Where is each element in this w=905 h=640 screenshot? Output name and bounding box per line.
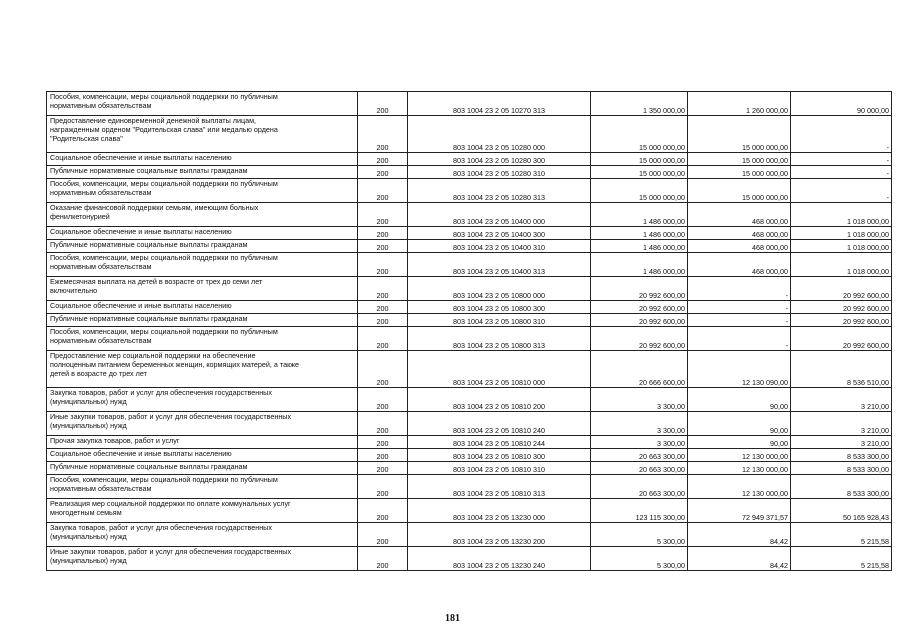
table-row [47,412,892,436]
row-remaining: 5 215,58 [791,523,892,547]
row-approved: 15 000 000,00 [591,153,688,166]
row-code: 200 [358,240,408,253]
row-name: Реализация мер социальной поддержки по оплате коммунальных услуг многодетным семьям [47,499,358,523]
table-row [47,240,892,253]
row-remaining: 3 210,00 [791,436,892,449]
row-kbk: 803 1004 23 2 05 10810 200 [408,388,591,412]
row-remaining: 3 210,00 [791,412,892,436]
row-approved: 15 000 000,00 [591,179,688,203]
row-remaining: 1 018 000,00 [791,203,892,227]
row-approved: 15 000 000,00 [591,116,688,153]
row-executed: - [688,314,791,327]
row-code: 200 [358,166,408,179]
table-row [47,314,892,327]
table-row [47,116,892,153]
row-executed: 12 130 000,00 [688,449,791,462]
row-kbk: 803 1004 23 2 05 10810 000 [408,351,591,388]
row-remaining: 1 018 000,00 [791,253,892,277]
row-approved: 3 300,00 [591,412,688,436]
row-name: Закупка товаров, работ и услуг для обеспечения государственных (муниципальных) нужд [47,388,358,412]
row-approved: 5 300,00 [591,547,688,571]
row-remaining: - [791,153,892,166]
row-code: 200 [358,351,408,388]
row-executed: 468 000,00 [688,240,791,253]
row-kbk: 803 1004 23 2 05 13230 200 [408,523,591,547]
row-code: 200 [358,301,408,314]
budget-execution-table [46,91,892,571]
table-row [47,153,892,166]
table-row [47,523,892,547]
table-row [47,92,892,116]
row-kbk: 803 1004 23 2 05 10280 310 [408,166,591,179]
row-code: 200 [358,203,408,227]
table-row [47,351,892,388]
row-executed: 468 000,00 [688,203,791,227]
row-code: 200 [358,153,408,166]
row-name: Пособия, компенсации, меры социальной поддержки по публичным нормативным обязательствам [47,179,358,203]
row-name: Оказание финансовой поддержки семьям, имеющим больных фенилкетонурией [47,203,358,227]
table-row [47,475,892,499]
table-row [47,327,892,351]
row-kbk: 803 1004 23 2 05 10810 240 [408,412,591,436]
row-code: 200 [358,523,408,547]
row-executed: 12 130 000,00 [688,462,791,475]
row-remaining: 20 992 600,00 [791,327,892,351]
row-approved: 3 300,00 [591,388,688,412]
table-row [47,436,892,449]
row-remaining: - [791,116,892,153]
row-name: Предоставление мер социальной поддержки на обеспечение полноценным питанием беременных женщин, кормящих матерей, а также детей в возрасте до трех лет [47,351,358,388]
row-remaining: 20 992 600,00 [791,301,892,314]
row-name: Публичные нормативные социальные выплаты гражданам [47,166,358,179]
row-executed: 90,00 [688,388,791,412]
table-row [47,179,892,203]
row-code: 200 [358,475,408,499]
row-remaining: 50 165 928,43 [791,499,892,523]
row-remaining: 8 533 300,00 [791,475,892,499]
row-kbk: 803 1004 23 2 05 10810 244 [408,436,591,449]
row-executed: 84,42 [688,523,791,547]
row-name: Публичные нормативные социальные выплаты гражданам [47,462,358,475]
row-name: Ежемесячная выплата на детей в возрасте от трех до семи лет включительно [47,277,358,301]
row-kbk: 803 1004 23 2 05 10810 300 [408,449,591,462]
row-name: Пособия, компенсации, меры социальной поддержки по публичным нормативным обязательствам [47,475,358,499]
row-remaining: 1 018 000,00 [791,227,892,240]
row-executed: 12 130 000,00 [688,475,791,499]
row-name: Публичные нормативные социальные выплаты гражданам [47,314,358,327]
row-name: Публичные нормативные социальные выплаты гражданам [47,240,358,253]
row-code: 200 [358,547,408,571]
row-kbk: 803 1004 23 2 05 10400 300 [408,227,591,240]
row-kbk: 803 1004 23 2 05 10400 313 [408,253,591,277]
row-executed: 1 260 000,00 [688,92,791,116]
row-executed: 84,42 [688,547,791,571]
row-approved: 20 663 300,00 [591,462,688,475]
row-approved: 3 300,00 [591,436,688,449]
row-kbk: 803 1004 23 2 05 10810 310 [408,462,591,475]
row-code: 200 [358,449,408,462]
row-code: 200 [358,253,408,277]
row-name: Социальное обеспечение и иные выплаты населению [47,449,358,462]
row-kbk: 803 1004 23 2 05 10800 300 [408,301,591,314]
row-approved: 123 115 300,00 [591,499,688,523]
row-remaining: 8 533 300,00 [791,462,892,475]
row-executed: 90,00 [688,436,791,449]
row-approved: 20 666 600,00 [591,351,688,388]
table-row [47,166,892,179]
row-name: Иные закупки товаров, работ и услуг для обеспечения государственных (муниципальных) нужд [47,547,358,571]
row-code: 200 [358,92,408,116]
row-executed: 15 000 000,00 [688,166,791,179]
row-remaining: 90 000,00 [791,92,892,116]
row-code: 200 [358,499,408,523]
row-name: Закупка товаров, работ и услуг для обеспечения государственных (муниципальных) нужд [47,523,358,547]
row-code: 200 [358,227,408,240]
table-row [47,227,892,240]
row-approved: 1 486 000,00 [591,240,688,253]
row-code: 200 [358,327,408,351]
table-row [47,277,892,301]
row-executed: 12 130 090,00 [688,351,791,388]
row-executed: 72 949 371,57 [688,499,791,523]
row-code: 200 [358,412,408,436]
row-kbk: 803 1004 23 2 05 10800 310 [408,314,591,327]
row-executed: 468 000,00 [688,227,791,240]
table-row [47,462,892,475]
row-executed: 90,00 [688,412,791,436]
row-kbk: 803 1004 23 2 05 10280 300 [408,153,591,166]
row-approved: 20 992 600,00 [591,314,688,327]
row-kbk: 803 1004 23 2 05 10280 000 [408,116,591,153]
row-name: Социальное обеспечение и иные выплаты населению [47,227,358,240]
table-row [47,203,892,227]
table-row [47,388,892,412]
page-number: 181 [445,613,460,624]
row-name: Социальное обеспечение и иные выплаты населению [47,301,358,314]
row-code: 200 [358,277,408,301]
row-approved: 1 486 000,00 [591,253,688,277]
table-row [47,253,892,277]
row-approved: 1 486 000,00 [591,203,688,227]
row-remaining: - [791,179,892,203]
row-code: 200 [358,388,408,412]
row-executed: - [688,277,791,301]
row-approved: 15 000 000,00 [591,166,688,179]
row-name: Прочая закупка товаров, работ и услуг [47,436,358,449]
row-name: Предоставление единовременной денежной выплаты лицам, награжденным орденом "Родительская слава" или медалью ордена "Родительская слава" [47,116,358,153]
row-approved: 5 300,00 [591,523,688,547]
row-kbk: 803 1004 23 2 05 10400 000 [408,203,591,227]
row-executed: - [688,327,791,351]
row-approved: 1 486 000,00 [591,227,688,240]
row-kbk: 803 1004 23 2 05 13230 000 [408,499,591,523]
row-remaining: 8 533 300,00 [791,449,892,462]
row-remaining: - [791,166,892,179]
table-body [47,92,892,571]
row-kbk: 803 1004 23 2 05 10800 313 [408,327,591,351]
row-approved: 20 992 600,00 [591,277,688,301]
row-approved: 1 350 000,00 [591,92,688,116]
row-kbk: 803 1004 23 2 05 10270 313 [408,92,591,116]
row-executed: 15 000 000,00 [688,116,791,153]
row-code: 200 [358,179,408,203]
row-name: Пособия, компенсации, меры социальной поддержки по публичным нормативным обязательствам [47,253,358,277]
row-remaining: 5 215,58 [791,547,892,571]
table-row [47,499,892,523]
row-kbk: 803 1004 23 2 05 10810 313 [408,475,591,499]
row-executed: - [688,301,791,314]
row-name: Пособия, компенсации, меры социальной поддержки по публичным нормативным обязательствам [47,92,358,116]
table-row [47,449,892,462]
row-remaining: 20 992 600,00 [791,314,892,327]
row-approved: 20 663 300,00 [591,475,688,499]
row-code: 200 [358,116,408,153]
row-executed: 15 000 000,00 [688,179,791,203]
row-remaining: 3 210,00 [791,388,892,412]
row-code: 200 [358,436,408,449]
row-remaining: 20 992 600,00 [791,277,892,301]
table-row [47,547,892,571]
row-kbk: 803 1004 23 2 05 13230 240 [408,547,591,571]
row-executed: 468 000,00 [688,253,791,277]
row-name: Пособия, компенсации, меры социальной поддержки по публичным нормативным обязательствам [47,327,358,351]
row-remaining: 8 536 510,00 [791,351,892,388]
table-row [47,301,892,314]
row-approved: 20 992 600,00 [591,327,688,351]
row-remaining: 1 018 000,00 [791,240,892,253]
row-approved: 20 663 300,00 [591,449,688,462]
row-kbk: 803 1004 23 2 05 10280 313 [408,179,591,203]
row-approved: 20 992 600,00 [591,301,688,314]
row-name: Иные закупки товаров, работ и услуг для обеспечения государственных (муниципальных) нужд [47,412,358,436]
row-code: 200 [358,462,408,475]
row-kbk: 803 1004 23 2 05 10800 000 [408,277,591,301]
row-executed: 15 000 000,00 [688,153,791,166]
row-name: Социальное обеспечение и иные выплаты населению [47,153,358,166]
row-kbk: 803 1004 23 2 05 10400 310 [408,240,591,253]
row-code: 200 [358,314,408,327]
